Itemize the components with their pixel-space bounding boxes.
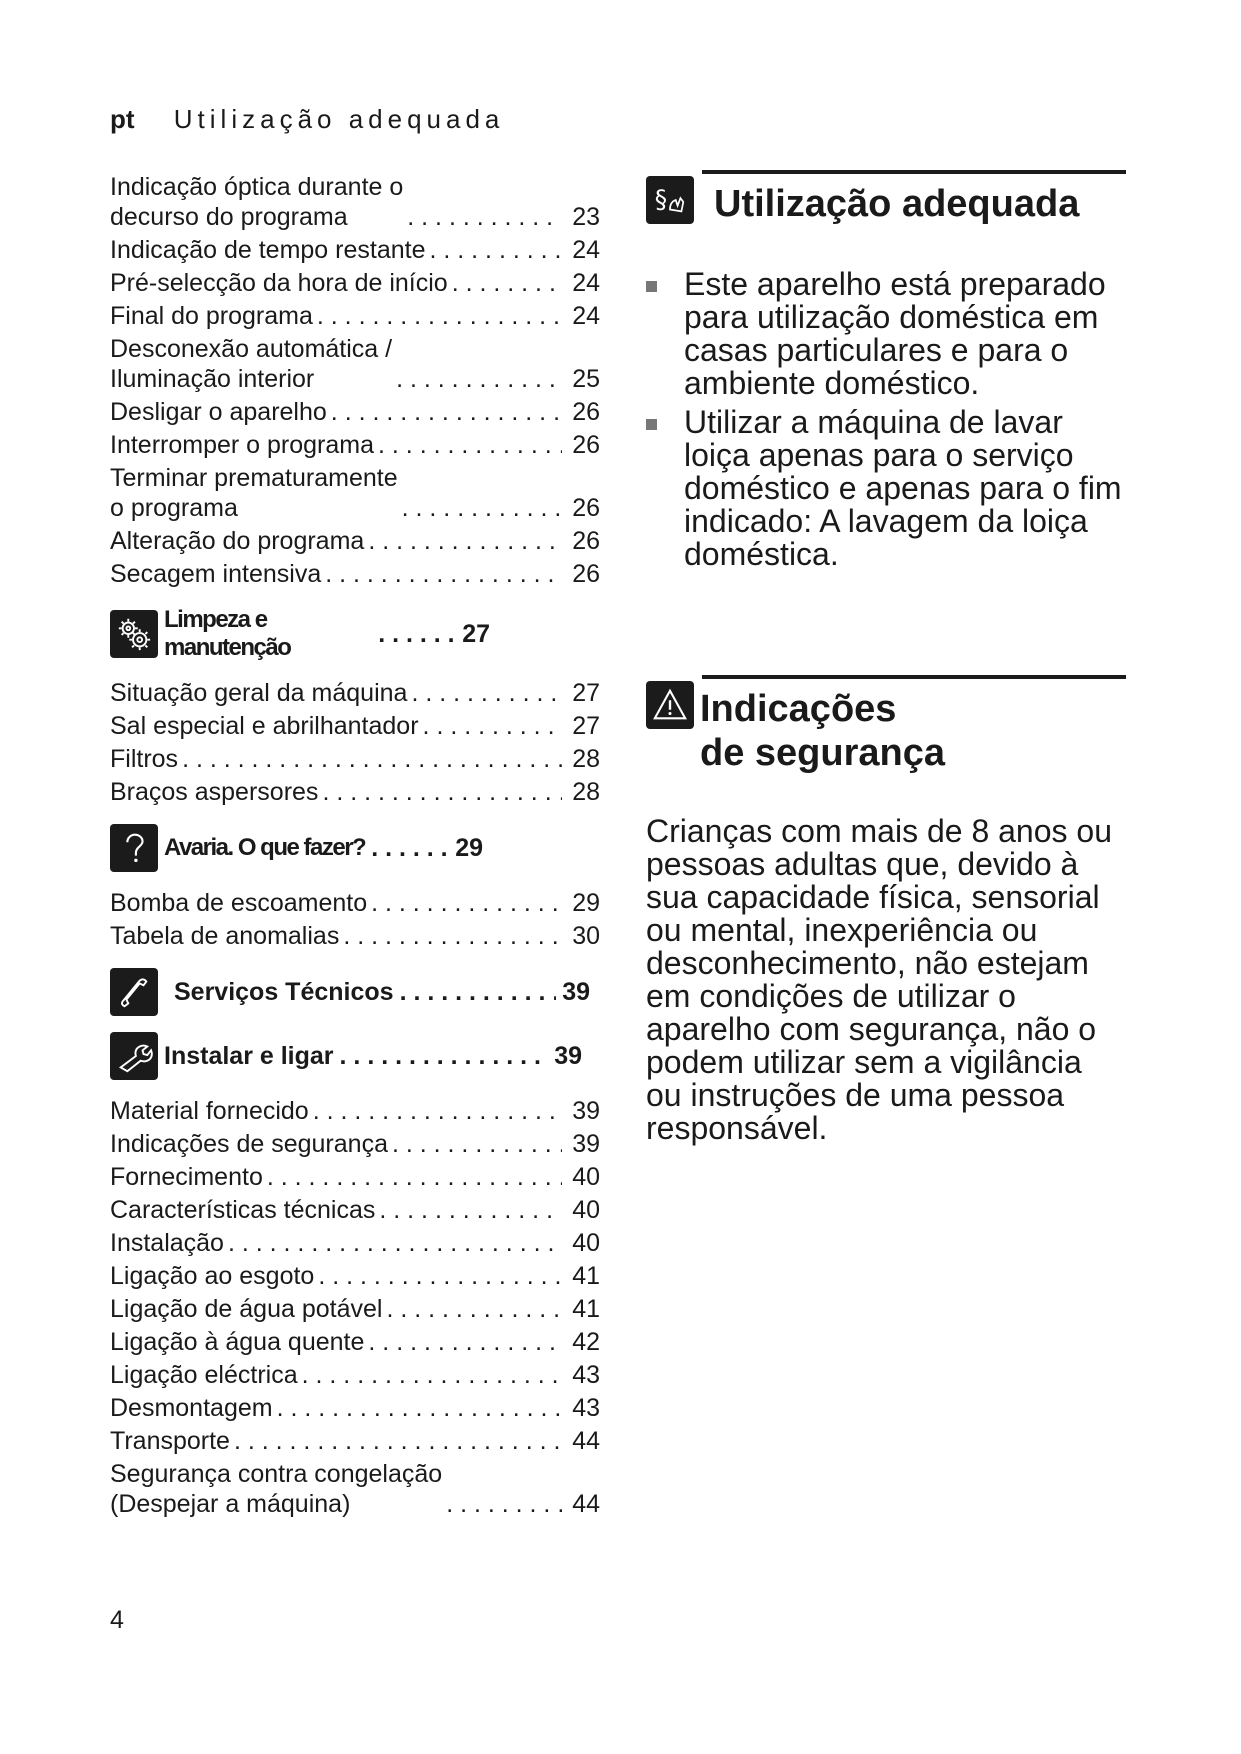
toc-group-operation	[110, 170, 600, 590]
toc-leader-dots	[423, 711, 562, 741]
toc-entry-label: Secagem intensiva	[110, 560, 322, 588]
toc-leader-dots	[379, 1195, 562, 1225]
toc-entry[interactable]	[110, 395, 600, 428]
toc-entry-label: Bomba de escoamento	[110, 889, 368, 917]
usage-heading	[646, 182, 1126, 226]
safety-text: Crianças com mais de 8 anos ou pessoas adultas que, devido à sua capacidade física, sensorial ou mental, inexperiência ou desconhecimento, não estejam em condições de utilizar o aparelho com segurança, não o podem utilizar sem a vigilância ou instruções de uma pessoa responsável.	[646, 813, 1112, 1146]
toc-entry-label: Fornecimento	[110, 1163, 263, 1191]
safety-title: Indicações de segurança	[700, 688, 945, 774]
toc-leader-dots	[400, 978, 557, 1007]
safety-section	[646, 675, 1126, 1145]
toc-entry-page: 24	[572, 236, 600, 264]
toc-leader-dots	[378, 430, 562, 460]
warning-triangle-icon	[646, 681, 694, 729]
toc-leader-dots	[277, 1393, 562, 1423]
toc-entry-label: Interromper o programa	[110, 431, 375, 459]
toc-entry[interactable]	[110, 1457, 600, 1520]
toc-entry[interactable]	[110, 1391, 600, 1424]
toc-entry-page: 28	[572, 745, 600, 773]
toc-leader-dots	[368, 1327, 562, 1357]
toc-entry-label: Tabela de anomalias	[110, 922, 340, 950]
toc-entry[interactable]	[110, 266, 600, 299]
toc-section-page: 39	[562, 977, 590, 1006]
toc-section-page: 39	[554, 1041, 582, 1070]
right-column	[646, 170, 1126, 1177]
toc-entry-page: 40	[572, 1196, 600, 1224]
toc-entry-label: Material fornecido	[110, 1097, 309, 1125]
toc-leader-dots	[396, 364, 562, 394]
toc-entry-page: 43	[572, 1394, 600, 1422]
page-number: 4	[110, 1606, 124, 1634]
toc-entry-page: 26	[572, 398, 600, 426]
svg-text:§: §	[654, 184, 668, 214]
toc-entry-label: Desconexão automática / Iluminação interior	[110, 335, 393, 393]
question-icon	[110, 824, 158, 872]
toc-section-label: Serviços Técnicos	[174, 977, 394, 1006]
toc-leader-dots	[378, 620, 456, 649]
page-header	[110, 104, 504, 135]
toc-entry-page: 39	[572, 1130, 600, 1158]
toc-leader-dots	[318, 1261, 562, 1291]
toc-entry[interactable]	[110, 1193, 600, 1226]
section-rule	[702, 170, 1126, 174]
toc-entry-page: 41	[572, 1262, 600, 1290]
toc-section-page: 29	[455, 833, 483, 862]
toc-entry[interactable]	[110, 428, 600, 461]
toc-group-install	[110, 1094, 600, 1520]
toc-entry[interactable]	[110, 886, 600, 919]
toc-entry-label: Alteração do programa	[110, 527, 365, 555]
toc-leader-dots	[317, 301, 562, 331]
toc-entry[interactable]	[110, 1226, 600, 1259]
toc-entry[interactable]	[110, 461, 600, 524]
toc-leader-dots	[452, 268, 562, 298]
toc-entry-label: Final do programa	[110, 302, 313, 330]
toc-entry[interactable]	[110, 1292, 600, 1325]
toc-entry-label: Segurança contra congelação (Despejar a máquina)	[110, 1460, 443, 1518]
toc-entry[interactable]	[110, 299, 600, 332]
toc-entry-page: 27	[572, 679, 600, 707]
toc-leader-dots	[392, 1129, 562, 1159]
toc-entry-page: 27	[572, 712, 600, 740]
toc-entry-page: 44	[572, 1427, 600, 1455]
language-code: pt	[110, 104, 135, 134]
toc-entry-page: 43	[572, 1361, 600, 1389]
toc-entry[interactable]	[110, 1259, 600, 1292]
toc-entry-label: Indicação de tempo restante	[110, 236, 426, 264]
toc-leader-dots	[322, 777, 562, 807]
toc-entry-label: Desligar o aparelho	[110, 398, 327, 426]
toc-entry[interactable]	[110, 775, 600, 808]
table-of-contents	[110, 170, 600, 1520]
toc-entry[interactable]	[110, 332, 600, 395]
toc-leader-dots	[331, 397, 562, 427]
toc-leader-dots	[386, 1294, 562, 1324]
toc-entry-page: 41	[572, 1295, 600, 1323]
toc-entry[interactable]	[110, 709, 600, 742]
toc-entry-label: Filtros	[110, 745, 179, 773]
toc-entry-page: 23	[572, 203, 600, 231]
toc-leader-dots	[411, 678, 562, 708]
wrench-icon	[110, 1032, 158, 1080]
toc-entry[interactable]	[110, 742, 600, 775]
toc-entry-page: 39	[572, 1097, 600, 1125]
toc-entry-page: 40	[572, 1229, 600, 1257]
toc-section-service[interactable]	[110, 968, 600, 1016]
toc-entry-page: 44	[572, 1490, 600, 1518]
toc-entry-page: 29	[572, 889, 600, 917]
toc-leader-dots	[402, 493, 562, 523]
header-title: Utilização adequada	[173, 104, 505, 134]
toc-entry[interactable]	[110, 919, 600, 952]
toc-entry[interactable]	[110, 170, 600, 233]
toc-entry-label: Transporte	[110, 1427, 230, 1455]
toc-leader-dots	[234, 1426, 562, 1456]
toc-section-install[interactable]	[110, 1032, 600, 1080]
toc-entry-label: Desmontagem	[110, 1394, 273, 1422]
toc-entry-label: Terminar prematuramente o programa	[110, 464, 398, 522]
toc-entry-page: 26	[572, 431, 600, 459]
toc-leader-dots	[371, 888, 562, 918]
toc-entry[interactable]	[110, 1094, 600, 1127]
toc-leader-dots	[371, 834, 449, 863]
toc-entry-label: Sal especial e abrilhantador	[110, 712, 419, 740]
phone-icon	[110, 968, 158, 1016]
usage-title: Utilização adequada	[714, 183, 1080, 225]
safety-heading	[646, 687, 1126, 775]
toc-entry-label: Instalação	[110, 1229, 224, 1257]
toc-entry[interactable]	[110, 1424, 600, 1457]
gears-icon	[110, 610, 158, 658]
toc-entry-page: 26	[572, 527, 600, 555]
toc-entry-page: 30	[572, 922, 600, 950]
toc-section-fault[interactable]	[110, 824, 490, 872]
toc-leader-dots	[446, 1489, 562, 1519]
list-item: Este aparelho está preparado para utilização doméstica em casas particulares e para o ambiente doméstico.	[646, 268, 1126, 400]
toc-leader-dots	[267, 1162, 562, 1192]
usage-bullet-list	[646, 268, 1126, 571]
toc-entry[interactable]	[110, 1160, 600, 1193]
toc-section-label: Limpeza e manutenção	[164, 606, 291, 661]
toc-group-cleaning	[110, 676, 600, 808]
toc-entry-label: Braços aspersores	[110, 778, 319, 806]
toc-leader-dots	[313, 1096, 562, 1126]
toc-leader-dots	[343, 921, 562, 951]
toc-entry[interactable]	[110, 1358, 600, 1391]
toc-entry-page: 24	[572, 269, 600, 297]
toc-section-page: 27	[462, 619, 490, 648]
toc-entry[interactable]	[110, 676, 600, 709]
toc-entry-label: Ligação ao esgoto	[110, 1262, 315, 1290]
toc-leader-dots	[182, 744, 562, 774]
toc-entry-label: Ligação de água potável	[110, 1295, 383, 1323]
toc-leader-dots	[302, 1360, 562, 1390]
toc-entry-page: 42	[572, 1328, 600, 1356]
toc-entry-page: 25	[572, 365, 600, 393]
toc-entry-page: 40	[572, 1163, 600, 1191]
toc-entry-label: Indicações de segurança	[110, 1130, 388, 1158]
toc-leader-dots	[228, 1228, 562, 1258]
toc-entry-page: 28	[572, 778, 600, 806]
toc-entry-label: Pré-selecção da hora de início	[110, 269, 448, 297]
toc-entry-label: Indicação óptica durante o decurso do programa	[110, 173, 404, 231]
toc-entry[interactable]	[110, 1127, 600, 1160]
list-item: Utilizar a máquina de lavar loiça apenas para o serviço doméstico e apenas para o fim indicado: A lavagem da loiça doméstica.	[646, 406, 1126, 571]
toc-leader-dots	[325, 559, 562, 589]
toc-leader-dots	[429, 235, 562, 265]
toc-entry[interactable]	[110, 1325, 600, 1358]
toc-entry-page: 24	[572, 302, 600, 330]
section-rule	[702, 675, 1126, 679]
toc-entry-label: Situação geral da máquina	[110, 679, 408, 707]
toc-entry-page: 26	[572, 494, 600, 522]
paragraph-hand-icon	[646, 176, 694, 224]
toc-entry[interactable]	[110, 233, 600, 266]
toc-entry[interactable]	[110, 557, 600, 590]
toc-section-label: Instalar e ligar	[164, 1041, 334, 1070]
toc-group-fault	[110, 886, 600, 952]
toc-leader-dots	[340, 1042, 549, 1071]
toc-entry-label: Características técnicas	[110, 1196, 376, 1224]
toc-leader-dots	[407, 202, 562, 232]
toc-entry[interactable]	[110, 524, 600, 557]
toc-leader-dots	[368, 526, 562, 556]
toc-section-label: Avaria. O que fazer?	[164, 834, 366, 861]
toc-section-cleaning[interactable]	[110, 606, 490, 662]
toc-entry-label: Ligação eléctrica	[110, 1361, 298, 1389]
toc-entry-page: 26	[572, 560, 600, 588]
toc-entry-label: Ligação à água quente	[110, 1328, 365, 1356]
